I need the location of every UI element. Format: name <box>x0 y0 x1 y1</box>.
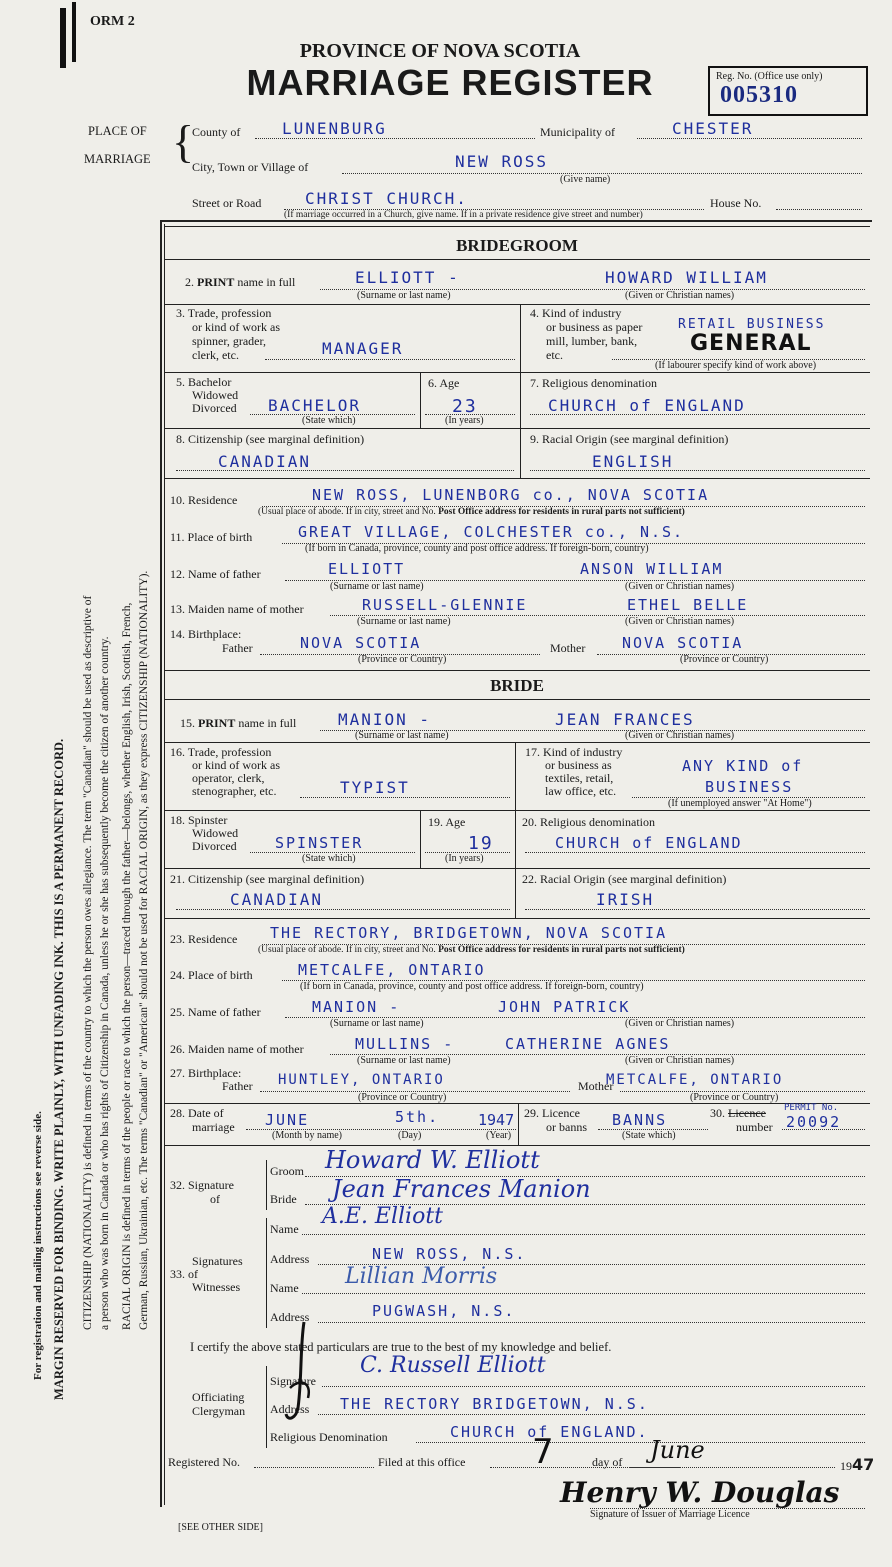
groom-father-bp-label: Father <box>222 641 253 655</box>
marriage-day: 5th. <box>395 1108 440 1126</box>
form-number: ORM 2 <box>90 14 135 29</box>
clergy-signature-label: Signature <box>270 1374 316 1388</box>
bride-surname-note: (Surname or last name) <box>355 730 449 741</box>
licence-number-label: 30. Licence <box>710 1106 766 1120</box>
groom-residence-note: (Usual place of abode. If in city, street and No. Post Office address for residents in rural parts not sufficient) <box>258 507 685 517</box>
permit-label: PERMIT No. <box>784 1103 839 1113</box>
groom-mother-bp-label: Mother <box>550 641 586 655</box>
groom-trade: MANAGER <box>322 339 404 358</box>
issuer-label: Signature of Issuer of Marriage Licence <box>590 1509 750 1520</box>
bride-religion-label: 20. Religious denomination <box>522 815 655 829</box>
witness1-address-label: Address <box>270 1252 310 1266</box>
margin-line-2: MARGIN RESERVED FOR BINDING. WRITE PLAINLY, WITH UNFADING INK. THIS IS A PERMANENT RECORD. <box>52 738 66 1400</box>
certify-statement: I certify the above stated particulars are true to the best of my knowledge and belief. <box>190 1340 612 1354</box>
house-label: House No. <box>710 196 762 210</box>
date-of-marriage-label: 28. Date of marriage <box>170 1106 235 1134</box>
marriage-month: JUNE <box>265 1111 310 1129</box>
witness2-signature: Lillian Morris <box>345 1264 498 1289</box>
bride-mother-birthplace: METCALFE, ONTARIO <box>606 1072 784 1088</box>
bride-trade: TYPIST <box>340 778 410 797</box>
bride-sig-label: Bride <box>270 1192 297 1206</box>
groom-birth-label: 11. Place of birth <box>170 530 253 544</box>
groom-name-label: 2. PRINT name in full <box>185 275 296 289</box>
groom-citizenship: CANADIAN <box>218 452 312 471</box>
groom-citizenship-label: 8. Citizenship (see marginal definition) <box>176 432 365 446</box>
witness-label: Signatures 33. of Witnesses <box>170 1254 243 1294</box>
clergy-flourish <box>282 1318 322 1426</box>
groom-mother-bp-note: (Province or Country) <box>680 654 769 665</box>
margin-line-1: For registration and mailing instructions see reverse side. <box>32 1111 44 1380</box>
bride-father-surname: MANION - <box>312 998 401 1016</box>
groom-age-note: (In years) <box>445 415 484 426</box>
issuer-signature: Henry W. Douglas <box>560 1476 840 1509</box>
signature-label: 32. Signature of <box>170 1178 234 1206</box>
licence-number-label-2: number <box>736 1120 773 1134</box>
groom-industry-1: RETAIL BUSINESS <box>678 317 826 332</box>
licence-label: 29. Licence or banns <box>524 1106 587 1134</box>
groom-age-label: 6. Age <box>428 376 460 390</box>
witness2-address: PUGWASH, N.S. <box>372 1302 516 1320</box>
licence-value: BANNS <box>612 1111 668 1129</box>
bride-age: 19 <box>468 833 494 854</box>
groom-age: 23 <box>452 396 478 417</box>
groom-father-surname: ELLIOTT <box>328 560 406 578</box>
bride-birth-note: (If born in Canada, province, county and post office address. If foreign-born, country) <box>300 981 644 992</box>
marriage-month-note: (Month by name) <box>272 1130 342 1141</box>
county-label: County of <box>192 125 241 139</box>
street-value: CHRIST CHURCH. <box>305 189 468 208</box>
filed-year: 1947 <box>840 1455 875 1474</box>
groom-surname-note: (Surname or last name) <box>357 290 451 301</box>
groom-surname: ELLIOTT - <box>355 268 460 287</box>
bride-mother-given: CATHERINE AGNES <box>505 1035 671 1053</box>
bride-status-label: 18. Spinster Widowed Divorced <box>170 813 239 853</box>
bride-mother-bp-label: Mother <box>578 1079 614 1093</box>
day-of-label: day of <box>592 1455 623 1469</box>
bride-mother-given-note: (Given or Christian names) <box>625 1055 735 1066</box>
municipality-value: CHESTER <box>672 119 754 138</box>
bride-industry-note: (If unemployed answer "At Home") <box>668 798 812 809</box>
clergy-religion-label: Religious Denomination <box>270 1430 388 1444</box>
marriage-year-note: (Year) <box>486 1130 512 1141</box>
bride-residence-note: (Usual place of abode. If in city, street and No. Post Office address for residents in rural parts not sufficient) <box>258 945 685 955</box>
filed-month: June <box>650 1436 705 1464</box>
bride-father-given: JOHN PATRICK <box>498 998 631 1016</box>
county-value: LUNENBURG <box>282 119 387 138</box>
clergy-denomination: CHURCH of ENGLAND. <box>450 1423 649 1441</box>
marriage-day-note: (Day) <box>398 1130 422 1141</box>
bridegroom-heading: BRIDEGROOM <box>456 236 578 255</box>
reg-number: 005310 <box>720 82 798 108</box>
groom-mother-given: ETHEL BELLE <box>627 596 749 614</box>
filed-label: Filed at this office <box>378 1455 466 1469</box>
witness2-address-label: Address <box>270 1310 310 1324</box>
groom-industry-note: (If labourer specify kind of work above) <box>655 360 817 371</box>
clergy-address-label: Address <box>270 1402 310 1416</box>
groom-given-names: HOWARD WILLIAM <box>605 268 768 287</box>
bride-citizenship: CANADIAN <box>230 890 324 909</box>
bride-father-bp-label: Father <box>222 1079 253 1093</box>
clergy-address: THE RECTORY BRIDGETOWN, N.S. <box>340 1395 649 1413</box>
groom-status: BACHELOR <box>268 396 362 415</box>
groom-father-label: 12. Name of father <box>170 567 261 581</box>
bride-industry-2: BUSINESS <box>705 778 794 796</box>
bride-surname: MANION - <box>338 710 432 729</box>
margin-line-6: German, Russian, Ukrainian, etc. The terms "Canadian" or "American" should not be used for RACIAL ORIGIN, as they express CITIZENSHIP (NATIONALITY). <box>138 570 150 1330</box>
clergy-label: Officiating Clergyman <box>192 1390 246 1418</box>
groom-birthplace-label: 14. Birthplace: <box>170 627 242 641</box>
witness1-address: NEW ROSS, N.S. <box>372 1245 527 1263</box>
groom-mother-surname-note: (Surname or last name) <box>357 616 451 627</box>
bride-age-label: 19. Age <box>428 815 466 829</box>
street-label: Street or Road <box>192 196 262 210</box>
groom-birth-note: (If born in Canada, province, county and post office address. If foreign-born, country) <box>305 543 649 554</box>
place-brace: { <box>172 116 195 167</box>
groom-given-note: (Given or Christian names) <box>625 290 735 301</box>
margin-line-5: RACIAL ORIGIN is defined in terms of the people or race to which the person—traced through the father—belongs, whether English, Irish, Scottish, French, <box>121 602 133 1330</box>
groom-religion-label: 7. Religious denomination <box>530 376 657 390</box>
groom-father-surname-note: (Surname or last name) <box>330 581 424 592</box>
marriage-year: 1947 <box>478 1111 515 1129</box>
groom-industry-label: 4. Kind of industry or business as paper mill, lumber, bank, etc. <box>530 306 643 362</box>
city-label: City, Town or Village of <box>192 160 309 174</box>
give-name-note: (Give name) <box>560 174 611 185</box>
groom-mother-surname: RUSSELL-GLENNIE <box>362 596 528 614</box>
bride-status: SPINSTER <box>275 834 364 852</box>
clergy-signature: C. Russell Elliott <box>360 1353 546 1378</box>
groom-father-given: ANSON WILLIAM <box>580 560 724 578</box>
groom-sig-label: Groom <box>270 1164 304 1178</box>
bride-birthplace-label: 27. Birthplace: <box>170 1066 242 1080</box>
bride-mother-surname: MULLINS - <box>355 1035 455 1053</box>
groom-racial: ENGLISH <box>592 452 674 471</box>
municipality-label: Municipality of <box>540 125 615 139</box>
place-label-1: PLACE OF <box>88 124 147 138</box>
bride-father-surname-note: (Surname or last name) <box>330 1018 424 1029</box>
province-heading: PROVINCE OF NOVA SCOTIA <box>299 40 581 62</box>
groom-residence-label: 10. Residence <box>170 493 238 507</box>
bride-racial: IRISH <box>596 890 655 909</box>
groom-status-label: 5. Bachelor Widowed Divorced <box>176 375 239 415</box>
page-title: MARRIAGE REGISTER <box>246 62 654 103</box>
groom-father-birthplace: NOVA SCOTIA <box>300 634 422 652</box>
groom-mother-given-note: (Given or Christian names) <box>625 616 735 627</box>
binding-hole <box>60 8 66 68</box>
bride-birth-label: 24. Place of birth <box>170 968 253 982</box>
bride-heading: BRIDE <box>490 676 544 695</box>
city-value: NEW ROSS <box>455 152 549 171</box>
bride-trade-label: 16. Trade, profession or kind of work as operator, clerk, stenographer, etc. <box>170 745 280 798</box>
bride-residence-label: 23. Residence <box>170 932 238 946</box>
bride-father-given-note: (Given or Christian names) <box>625 1018 735 1029</box>
groom-industry-2: GENERAL <box>690 331 812 356</box>
groom-mother-birthplace: NOVA SCOTIA <box>622 634 744 652</box>
filed-day: 7 <box>532 1432 554 1472</box>
bride-name-label: 15. PRINT name in full <box>180 716 297 730</box>
groom-trade-label: 3. Trade, profession or kind of work as spinner, grader, clerk, etc. <box>176 306 280 362</box>
groom-state-note: (State which) <box>302 415 356 426</box>
bride-mother-bp-note: (Province or Country) <box>690 1092 779 1103</box>
bride-state-note: (State which) <box>302 853 356 864</box>
street-note: (If marriage occurred in a Church, give name. If in a private residence give street and number) <box>284 210 643 220</box>
bride-residence: THE RECTORY, BRIDGETOWN, NOVA SCOTIA <box>270 924 668 942</box>
witness2-name-label: Name <box>270 1281 299 1295</box>
groom-signature: Howard W. Elliott <box>325 1146 540 1174</box>
groom-religion: CHURCH of ENGLAND <box>548 396 746 415</box>
margin-line-4: a person who was born in Canada or who has rights of Citizenship in Canada, unless he or she has subsequently become the citizen of another country. <box>99 636 111 1330</box>
groom-father-given-note: (Given or Christian names) <box>625 581 735 592</box>
witness1-name-label: Name <box>270 1222 299 1236</box>
groom-mother-label: 13. Maiden name of mother <box>170 602 304 616</box>
bride-industry-label: 17. Kind of industry or business as textiles, retail, law office, etc. <box>525 745 623 798</box>
margin-line-3: CITIZENSHIP (NATIONALITY) is defined in terms of the country to which the person owes allegiance. The term "Canadian" should be used as descriptive of <box>82 595 94 1330</box>
bride-age-note: (In years) <box>445 853 484 864</box>
bride-father-label: 25. Name of father <box>170 1005 261 1019</box>
witness1-signature: A.E. Elliott <box>322 1204 444 1229</box>
bride-industry-1: ANY KIND of <box>682 757 804 775</box>
place-label-2: MARRIAGE <box>84 152 151 166</box>
groom-residence: NEW ROSS, LUNENBORG co., NOVA SCOTIA <box>312 486 710 504</box>
binding-hole <box>72 2 76 62</box>
bride-mother-surname-note: (Surname or last name) <box>357 1055 451 1066</box>
bride-mother-label: 26. Maiden name of mother <box>170 1042 304 1056</box>
bride-signature: Jean Frances Manion <box>332 1175 591 1203</box>
bride-father-birthplace: HUNTLEY, ONTARIO <box>278 1072 445 1088</box>
bride-citizenship-label: 21. Citizenship (see marginal definition) <box>170 872 365 886</box>
see-other-side: [SEE OTHER SIDE] <box>178 1522 263 1533</box>
reg-number-box <box>708 66 868 116</box>
bride-racial-label: 22. Racial Origin (see marginal definition) <box>522 872 727 886</box>
registered-label: Registered No. <box>168 1455 240 1469</box>
bride-father-bp-note: (Province or Country) <box>358 1092 447 1103</box>
bride-given-note: (Given or Christian names) <box>625 730 735 741</box>
licence-number: 20092 <box>786 1113 842 1131</box>
bride-birthplace: METCALFE, ONTARIO <box>298 961 486 979</box>
bride-given-names: JEAN FRANCES <box>555 710 695 729</box>
licence-note: (State which) <box>622 1130 676 1141</box>
groom-birthplace: GREAT VILLAGE, COLCHESTER co., N.S. <box>298 523 685 541</box>
bride-religion: CHURCH of ENGLAND <box>555 834 743 852</box>
reg-number-label: Reg. No. (Office use only) <box>716 71 823 82</box>
groom-father-bp-note: (Province or Country) <box>358 654 447 665</box>
groom-racial-label: 9. Racial Origin (see marginal definition) <box>530 432 729 446</box>
